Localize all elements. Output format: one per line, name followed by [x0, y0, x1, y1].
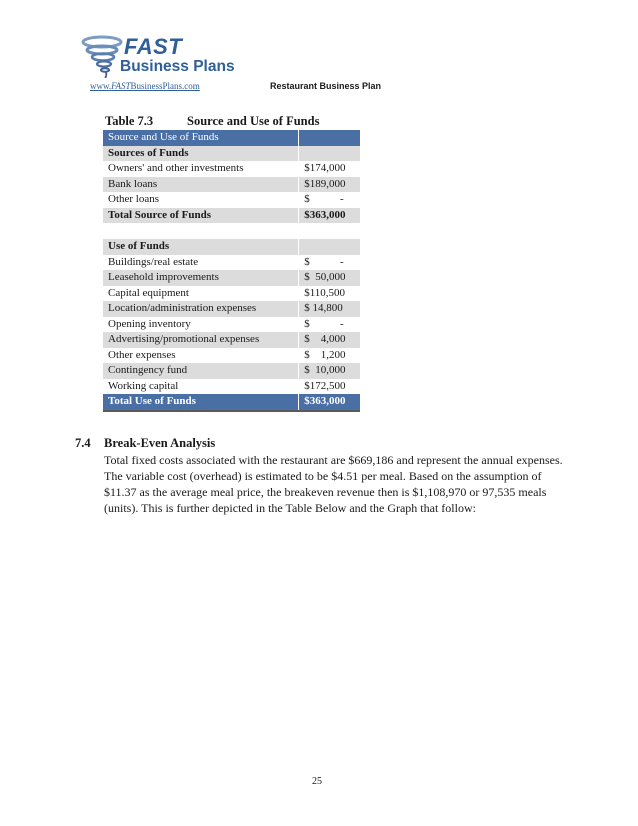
table-row — [103, 146, 360, 162]
row-label: Bank loans — [103, 177, 299, 193]
site-prefix: www. — [90, 81, 112, 91]
row-value — [299, 239, 360, 255]
row-label: Opening inventory — [103, 317, 299, 333]
section-body — [104, 452, 564, 516]
table-row — [103, 208, 360, 224]
table-row — [103, 286, 360, 302]
row-value: $ 50,000 — [299, 270, 360, 286]
logo — [80, 34, 260, 84]
site-brand: FAST — [111, 81, 131, 91]
document-title: Restaurant Business Plan — [270, 81, 382, 91]
row-value: $ - — [299, 255, 360, 271]
section-heading — [75, 436, 215, 451]
row-label: Buildings/real estate — [103, 255, 299, 271]
table-row — [103, 130, 360, 146]
row-label: Use of Funds — [103, 239, 299, 255]
row-value: $174,000 — [299, 161, 360, 177]
funds-table — [103, 130, 360, 412]
page-number: 25 — [312, 776, 322, 787]
row-label: Working capital — [103, 379, 299, 395]
table-row — [103, 317, 360, 333]
row-label — [103, 223, 299, 239]
logo-business-plans-text: Business Plans — [120, 58, 235, 75]
row-label: Other loans — [103, 192, 299, 208]
row-value: $110,500 — [299, 286, 360, 302]
row-value: $189,000 — [299, 177, 360, 193]
table-row — [103, 363, 360, 379]
row-label: Capital equipment — [103, 286, 299, 302]
table-row — [103, 161, 360, 177]
website-link[interactable] — [90, 81, 200, 91]
logo-fast-text: FAST — [124, 34, 183, 59]
table-row — [103, 239, 360, 255]
section-paragraph: Total fixed costs associated with the restaurant are $669,186 and represent the annual expenses. The variable cost (overhead) is estimated to be $4.51 per meal. Based on the assumption of $11.37 as the average meal price, the breakeven revenue then is $1,108,970 or 97,535 meals (units). This is further depicted in the Table Below and the Graph that follow: — [104, 453, 563, 515]
row-label: Source and Use of Funds — [103, 130, 299, 146]
table-row — [103, 223, 360, 239]
section-title: Break-Even Analysis — [104, 436, 216, 450]
row-value — [299, 223, 360, 239]
table-row — [103, 394, 360, 411]
row-value: $ - — [299, 192, 360, 208]
row-label: Total Use of Funds — [103, 394, 299, 411]
row-value: $ - — [299, 317, 360, 333]
row-value: $363,000 — [299, 394, 360, 411]
section-number: 7.4 — [75, 436, 91, 450]
row-label: Location/administration expenses — [103, 301, 299, 317]
tornado-logo-icon — [80, 34, 124, 78]
table-row — [103, 270, 360, 286]
site-rest: BusinessPlans.com — [130, 81, 200, 91]
row-value — [299, 130, 360, 146]
row-value: $172,500 — [299, 379, 360, 395]
table-row — [103, 192, 360, 208]
table-label: Table 7.3 — [105, 114, 154, 128]
row-label: Other expenses — [103, 348, 299, 364]
row-label: Leasehold improvements — [103, 270, 299, 286]
row-value: $ 1,200 — [299, 348, 360, 364]
row-label: Sources of Funds — [103, 146, 299, 162]
row-value: $ 4,000 — [299, 332, 360, 348]
row-label: Advertising/promotional expenses — [103, 332, 299, 348]
table-row — [103, 301, 360, 317]
table-row — [103, 332, 360, 348]
row-label: Contingency fund — [103, 363, 299, 379]
row-label: Owners' and other investments — [103, 161, 299, 177]
row-label: Total Source of Funds — [103, 208, 299, 224]
table-row — [103, 379, 360, 395]
row-value: $ 14,800 — [299, 301, 360, 317]
table-row — [103, 255, 360, 271]
table-row — [103, 177, 360, 193]
row-value — [299, 146, 360, 162]
row-value: $363,000 — [299, 208, 360, 224]
table-title: Source and Use of Funds — [187, 114, 320, 128]
table-caption — [105, 114, 320, 129]
table-row — [103, 348, 360, 364]
row-value: $ 10,000 — [299, 363, 360, 379]
